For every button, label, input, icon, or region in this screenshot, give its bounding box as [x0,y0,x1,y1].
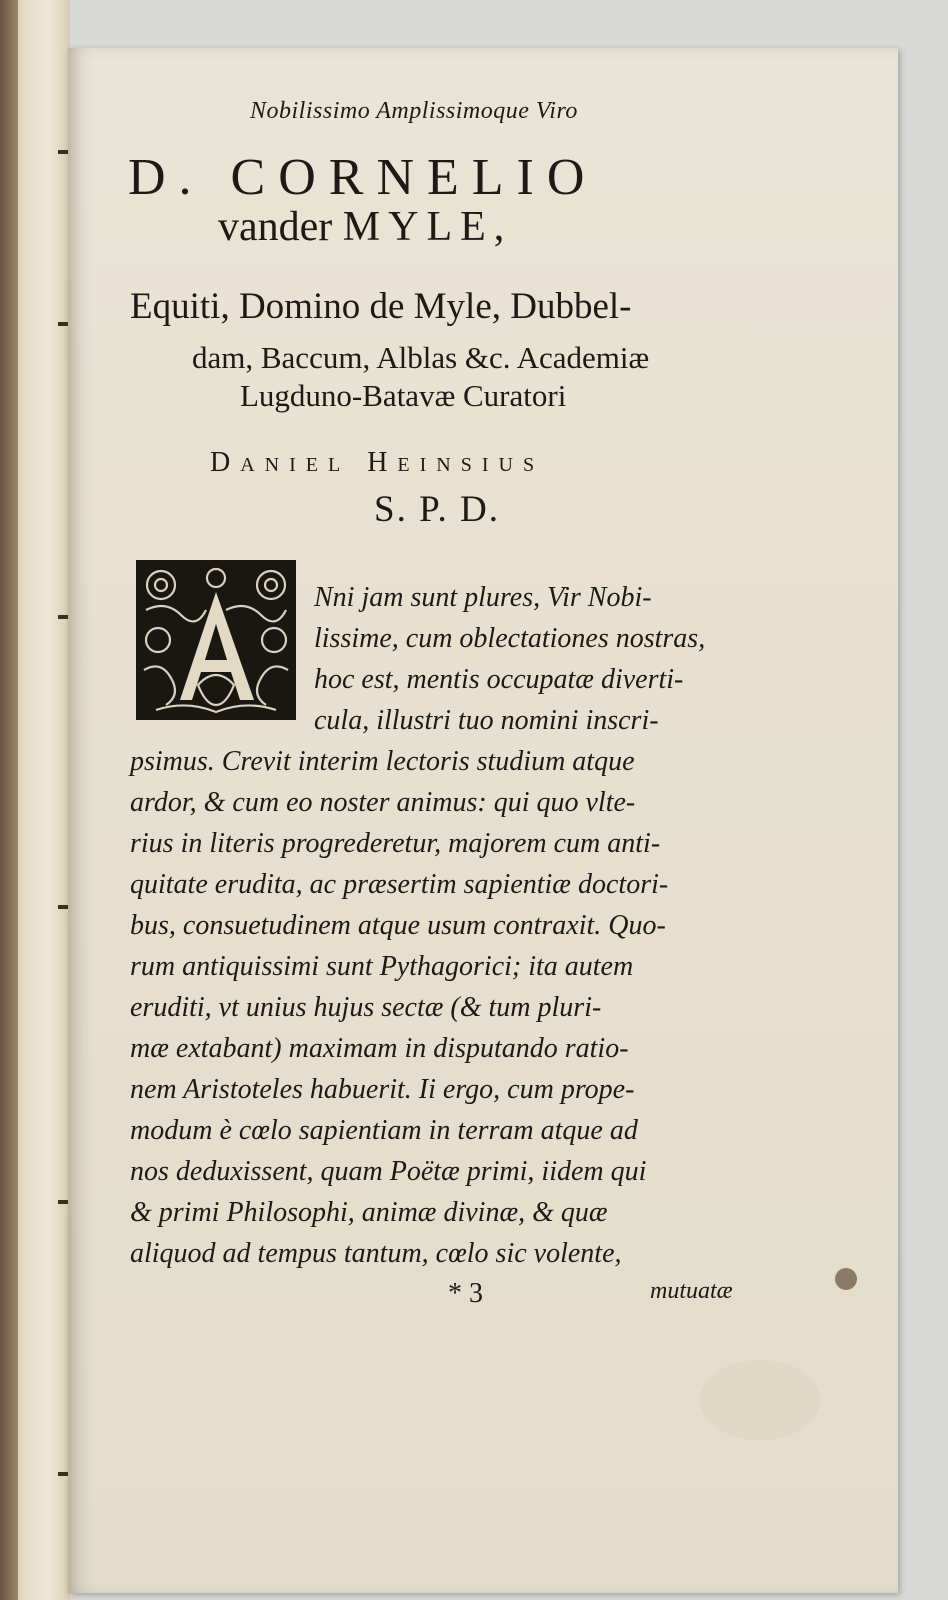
signature-mark: * 3 [448,1278,483,1309]
body-text-line: nem Aristoteles habuerit. Ii ergo, cum prope- [130,1074,635,1105]
body-text-line: Nni jam sunt plures, Vir Nobi- [314,582,652,613]
foxing-stain [700,1360,820,1440]
surname-prefix: vander [218,204,333,250]
body-text-line: lissime, cum oblectationes nostras, [314,623,706,654]
dedicatee-name: D. CORNELIO [128,149,598,206]
catchword: mutuatæ [650,1278,733,1304]
body-text-line: eruditi, vt unius hujus sectæ (& tum pluri- [130,992,602,1023]
author-name: Daniel Heinsius [210,447,545,478]
title-line: dam, Baccum, Alblas &c. Academiæ [192,340,650,375]
dedication-header: Nobilissimo Amplissimoque Viro [250,98,578,124]
wormhole-stain [835,1268,857,1290]
body-text-line: ardor, & cum eo noster animus: qui quo vlte- [130,787,636,818]
body-text-line: modum è cœlo sapientiam in terram atque ad [130,1115,638,1146]
body-text-line: nos deduxissent, quam Poëtæ primi, iidem qui [130,1156,647,1187]
title-line: Equiti, Domino de Myle, Dubbel- [130,286,632,327]
body-text-line: rius in literis progrederetur, majorem cum anti- [130,828,661,859]
stitch-mark [58,905,68,909]
spine-binding-edge [0,0,18,1600]
stitch-mark [58,615,68,619]
stitch-mark [58,150,68,154]
ornamental-drop-cap [136,560,296,720]
salutation: S. P. D. [374,489,501,530]
body-text-line: bus, consuetudinem atque usum contraxit. Quo- [130,910,666,941]
stitch-mark [58,1200,68,1204]
body-text-line: mæ extabant) maximam in disputando ratio- [130,1033,629,1064]
body-text-line: cula, illustri tuo nomini inscri- [314,705,659,736]
body-text-line: & primi Philosophi, animæ divinæ, & quæ [130,1197,608,1228]
body-text-line: rum antiquissimi sunt Pythagorici; ita autem [130,951,634,982]
dedicatee-surname-line [218,203,512,251]
title-line: Lugduno-Batavæ Curatori [240,378,567,413]
stitch-mark [58,1472,68,1476]
floral-ornament-icon [136,560,296,720]
body-text-line: quitate erudita, ac præsertim sapientiæ doctori- [130,869,669,900]
surname-caps: MYLE, [342,204,513,250]
body-text-line: hoc est, mentis occupatæ diverti- [314,664,684,695]
stitch-mark [58,322,68,326]
body-text-line: aliquod ad tempus tantum, cœlo sic volente, [130,1238,622,1269]
body-text-line: psimus. Crevit interim lectoris studium atque [130,746,635,777]
